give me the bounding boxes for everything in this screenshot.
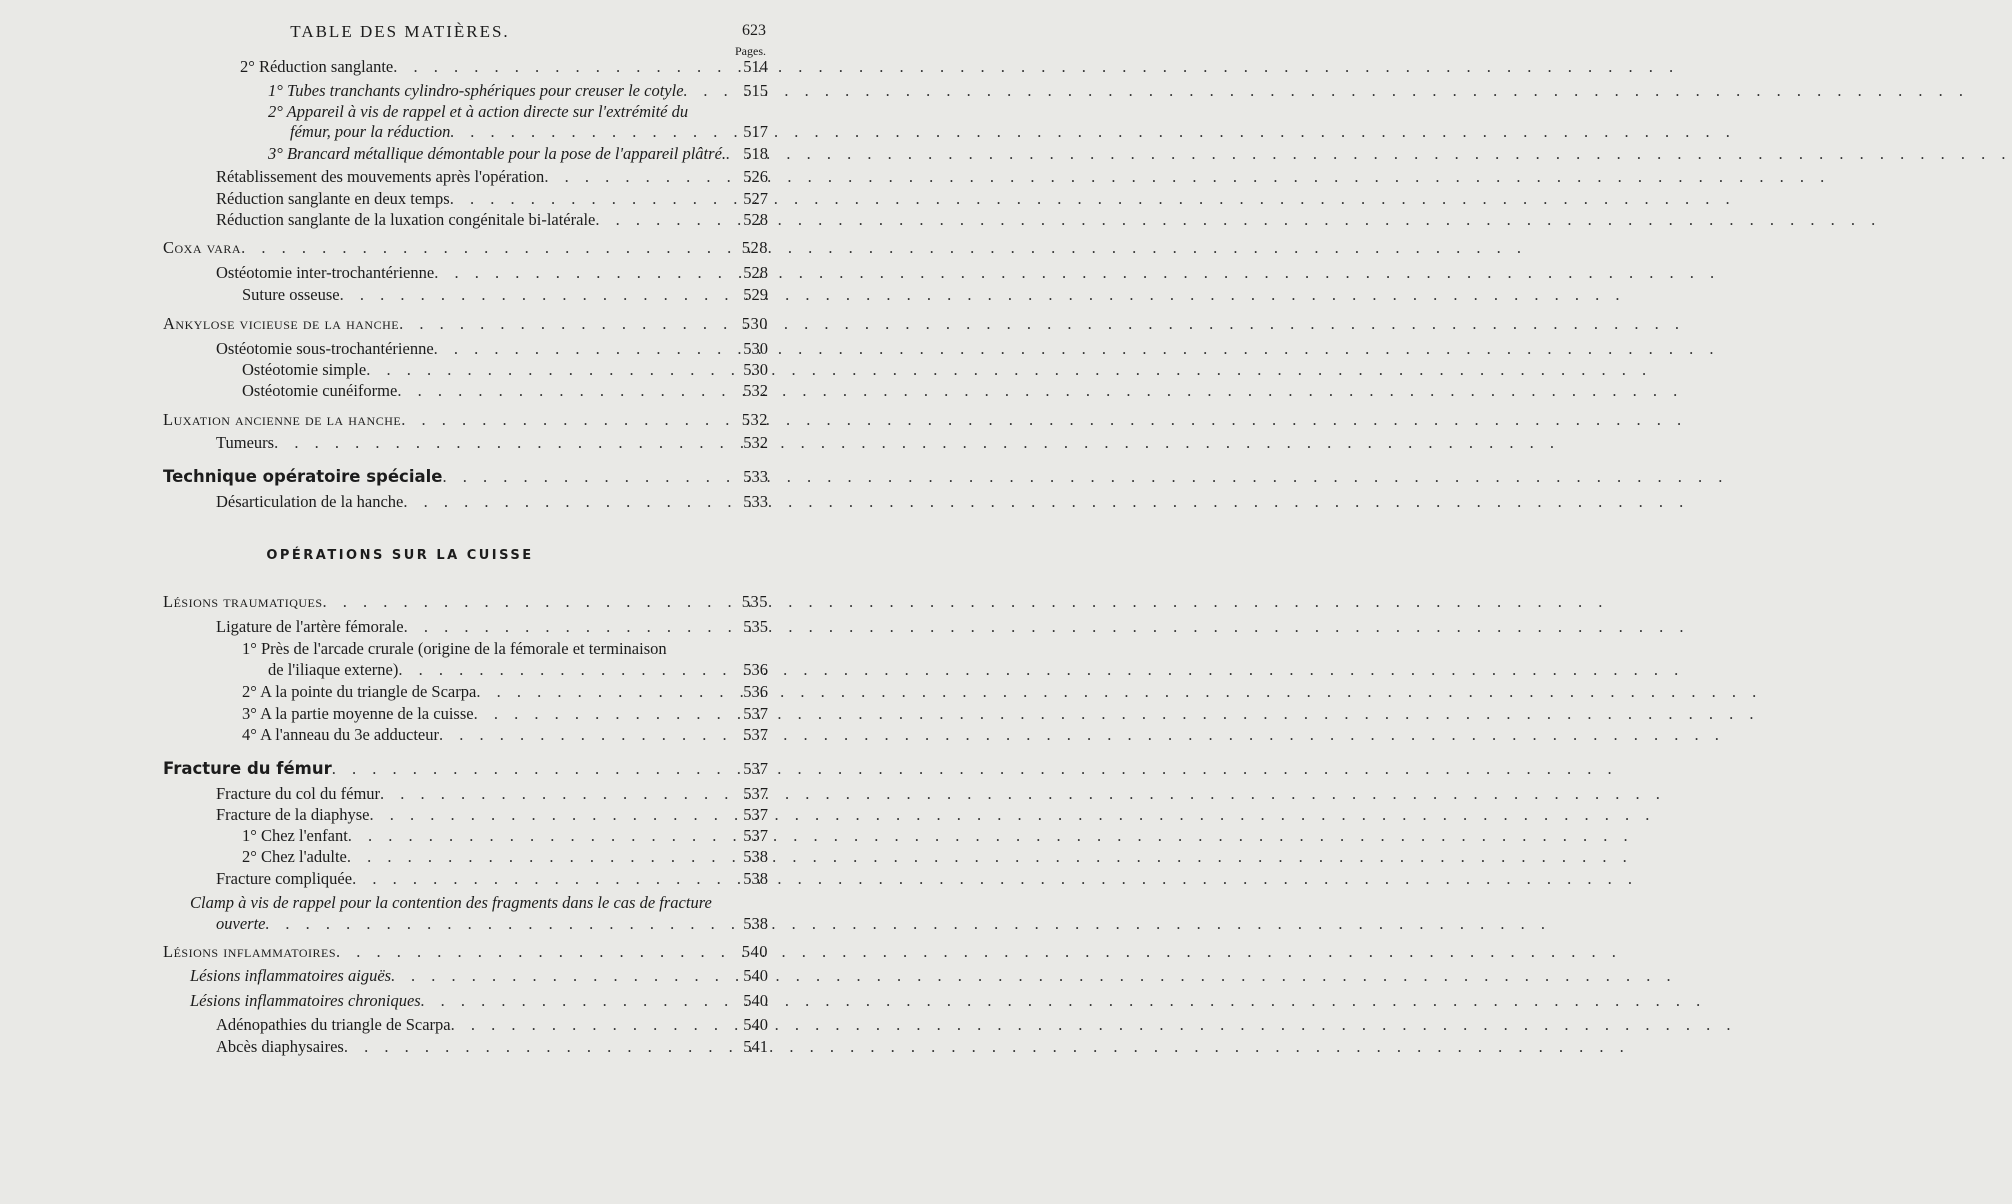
toc-entry: Lésions inflammatoires chroniques . . . 540 [190, 990, 768, 1012]
toc-entry: Lésions inflammatoires aiguës . . . 540 [190, 965, 768, 987]
toc-entry: 3° A la partie moyenne de la cuisse . . . 537 [242, 703, 768, 725]
toc-entry: Ostéotomie cunéiforme . . . 532 [242, 380, 768, 402]
toc-section-entry: Coxa vara . . . 528 [163, 237, 768, 259]
toc-entry: 3° Brancard métallique démontable pour la pose de l'appareil plâtré. . . . 518 [268, 143, 768, 165]
toc-entry: Désarticulation de la hanche . . . 533 [216, 491, 768, 513]
toc-major-entry: Technique opératoire spéciale . . . 533 [163, 466, 768, 488]
toc-entry: 1° Tubes tranchants cylindro-sphériques pour creuser le cotyle . . . 515 [268, 80, 768, 102]
toc-entry: 2° Chez l'adulte . . . 538 [242, 846, 768, 868]
toc-entry: Réduction sanglante de la luxation congénitale bi-latérale . . . 528 [216, 209, 768, 231]
toc-entry-line1: Clamp à vis de rappel pour la contention des fragments dans le cas de fracture [190, 893, 712, 912]
toc-entry: Suture osseuse . . . 529 [242, 284, 768, 306]
toc-entry-line1: 1° Près de l'arcade crurale (origine de la fémorale et terminaison [242, 639, 667, 658]
toc-entry-line1: 2° Appareil à vis de rappel et à action directe sur l'extrémité du [268, 102, 689, 121]
toc-entry: Ostéotomie simple . . . 530 [242, 359, 768, 381]
page-number: 623 [742, 22, 766, 39]
toc-section-entry: Luxation ancienne de la hanche . . . 532 [163, 409, 768, 431]
toc-entry: Ostéotomie inter-trochantérienne . . . 528 [216, 262, 768, 284]
toc-section-entry: Ankylose vicieuse de la hanche . . . 530 [163, 313, 768, 335]
toc-entry: fémur, pour la réduction . . . 517 [290, 121, 768, 143]
toc-entry: Réduction sanglante en deux temps . . . 527 [216, 188, 768, 210]
toc-section-entry: Lésions traumatiques . . . 535 [163, 591, 768, 613]
toc-entry: Abcès diaphysaires . . . 541 [216, 1036, 768, 1058]
pages-column-label: Pages. [735, 44, 766, 58]
toc-entry: Fracture compliquée . . . 538 [216, 868, 768, 890]
toc-section-entry: Lésions inflammatoires . . . 540 [163, 941, 768, 963]
toc-entry: 4° A l'anneau du 3e adducteur . . . 537 [242, 724, 768, 746]
book-page [0, 0, 800, 1204]
toc-entry: de l'iliaque externe) . . . 536 [268, 659, 768, 681]
toc-entry: ouverte . . . 538 [216, 913, 768, 935]
toc-entry: 2° A la pointe du triangle de Scarpa . . . 536 [242, 681, 768, 703]
toc-entry: 2° Réduction sanglante . . . 514 [240, 56, 768, 78]
toc-entry: Ligature de l'artère fémorale . . . 535 [216, 616, 768, 638]
toc-major-entry: Fracture du fémur . . . 537 [163, 758, 768, 780]
toc-entry: Rétablissement des mouvements après l'opération . . . 526 [216, 166, 768, 188]
toc-entry: Fracture du col du fémur . . . 537 [216, 783, 768, 805]
toc-entry: Tumeurs . . . 532 [216, 432, 768, 454]
toc-entry: Ostéotomie sous-trochantérienne . . . 530 [216, 338, 768, 360]
toc-entry: Fracture de la diaphyse . . . 537 [216, 804, 768, 826]
section-heading: OPÉRATIONS SUR LA CUISSE [266, 548, 534, 563]
running-title: TABLE DES MATIÈRES. [290, 22, 510, 41]
toc-entry: 1° Chez l'enfant . . . 537 [242, 825, 768, 847]
toc-entry: Adénopathies du triangle de Scarpa . . . 540 [216, 1014, 768, 1036]
